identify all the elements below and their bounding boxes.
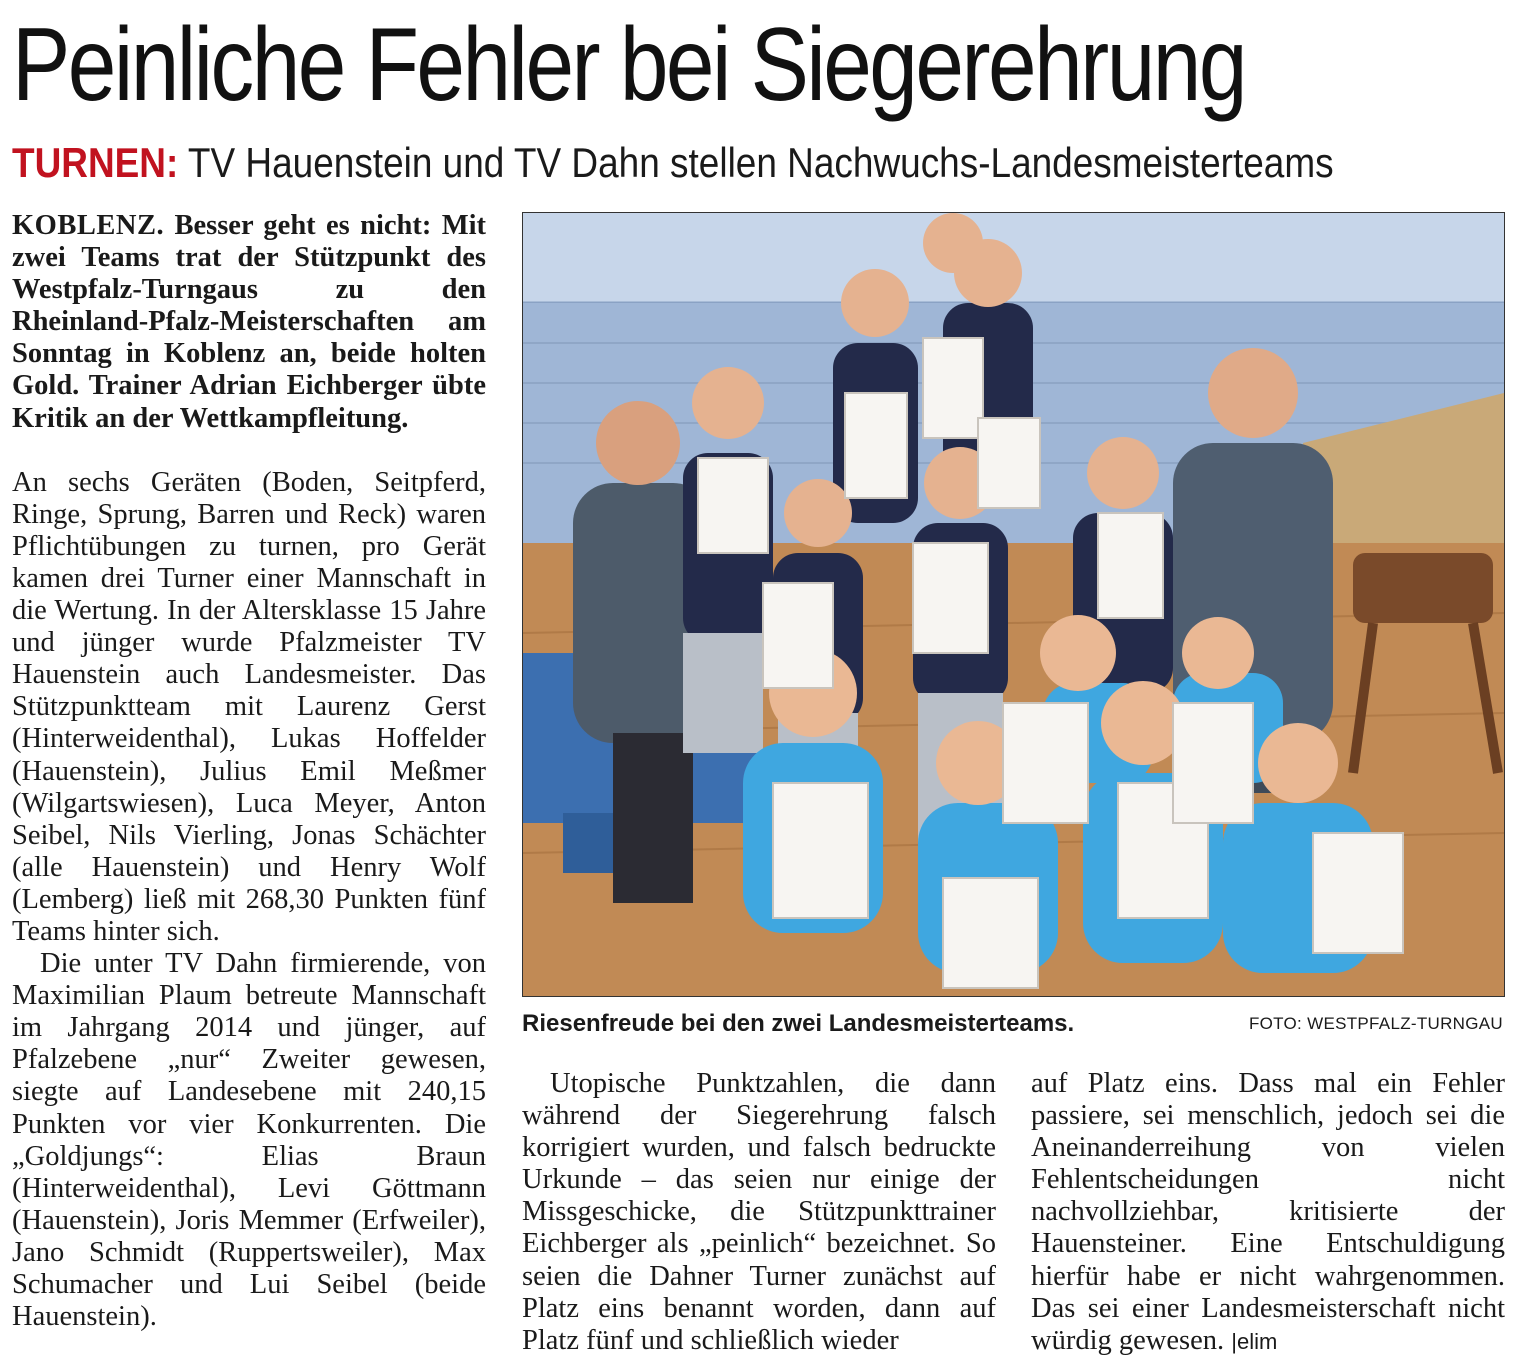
left-column [12, 210, 486, 1333]
lead-location: KOBLENZ. [12, 210, 165, 241]
team-photo [522, 212, 1505, 997]
lead-text: Besser geht es nicht: Mit zwei Teams trat der Stützpunkt des Westpfalz-Turngaus zu den Rheinland-Pfalz-Meisterschaften am Sonntag in Koblenz an, beide holten Gold. Trainer Adrian Eichberger übte Kritik an der Wettkampfleitung. [12, 210, 487, 434]
subheadline [12, 138, 1341, 188]
team-photo-illustration [523, 213, 1504, 996]
headline: Peinliche Fehler bei Siegerehrung [12, 7, 1245, 123]
body-paragraph-4-text: auf Platz eins. Dass mal ein Fehler passiere, sei menschlich, jedoch sei die Aneinanderreihung von vielen Fehlentscheidungen nicht nachvollziehbar, kritisierte der Hauensteiner. Eine Entschuldigung hierfür habe er nicht wahrgenommen. Das sei einer Landesmeisterschaft nicht würdig gewesen. [1031, 1068, 1505, 1356]
lead-paragraph [12, 210, 486, 435]
body-paragraph-1: An sechs Geräten (Boden, Seitpferd, Ringe, Sprung, Barren und Reck) waren Pflichtübungen zu turnen, pro Gerät kamen drei Turner einer Mannschaft in die Wertung. In der Altersklasse 15 Jahre und jünger wurde Pfalzmeister TV Hauenstein auch Landesmeister. Das Stützpunktteam mit Laurenz Gerst (Hinterweidenthal), Lukas Hoffelder (Hauenstein), Julius Emil Meßmer (Wilgartswiesen), Luca Meyer, Anton Seibel, Nils Vierling, Jonas Schächter (alle Hauenstein) und Henry Wolf (Lemberg) ließ mit 268,30 Punkten fünf Teams hinter sich. [12, 466, 486, 947]
body-paragraph-4 [1031, 1068, 1505, 1358]
body-paragraph-2: Die unter TV Dahn firmierende, von Maximilian Plaum betreute Mannschaft im Jahrgang 2014 und jünger, auf Pfalzebene „nur“ Zweiter gewesen, siegte auf Landesebene mit 240,15 Punkten vor vier Konkurrenten. Die „Goldjungs“: Elias Braun (Hinterweidenthal), Levi Göttmann (Hauenstein), Joris Memmer (Erfweiler), Jano Schmidt (Ruppertsweiler), Max Schumacher und Lui Seibel (beide Hauenstein). [12, 948, 486, 1333]
photo-credit: FOTO: WESTPFALZ-TURNGAU [1248, 1014, 1503, 1033]
right-column [1031, 1068, 1505, 1358]
body-paragraph-3: Utopische Punktzahlen, die dann während der Siegerehrung falsch korrigiert wurden, und falsch bedruckte Urkunde – das seien nur einige der Missgeschicke, die Stützpunkttrainer Eichberger als „peinlich“ bezeichnet. So seien die Dahner Turner zunächst auf Platz eins benannt worden, dann auf Platz fünf und schließlich wieder [522, 1068, 996, 1356]
author-signature: |elim [1231, 1328, 1278, 1354]
subheadline-text: TV Hauenstein und TV Dahn stellen Nachwuchs-Landesmeisterteams [187, 139, 1334, 186]
kicker: TURNEN: [12, 139, 179, 186]
photo-caption: Riesenfreude bei den zwei Landesmeisterteams. [522, 1010, 1075, 1037]
middle-column [522, 1068, 996, 1357]
